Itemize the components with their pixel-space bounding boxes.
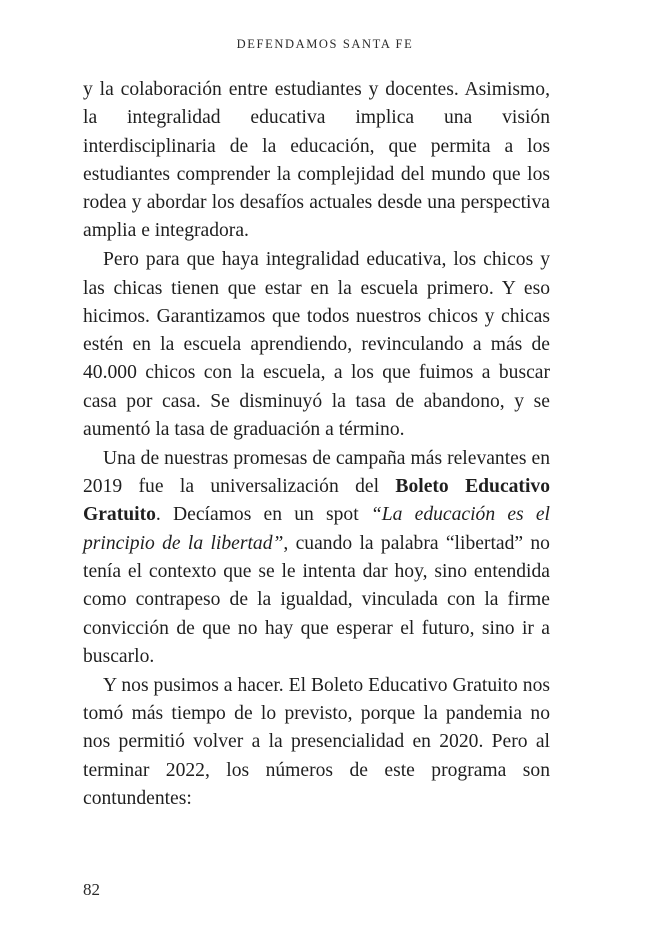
text-run: Y nos pusimos a hacer. El Boleto Educativo Gratuito nos tomó más tiempo de lo previsto, porque la pandemia no nos permitió volver a la presencialidad en 2020. Pero al terminar 2022, los números de este programa son contundentes: xyxy=(83,674,550,809)
italic-quote: “La educación es el principio de la libertad” xyxy=(83,504,550,554)
running-head-title: DEFENDAMOS SANTA FE xyxy=(236,37,414,51)
paragraph xyxy=(83,246,550,444)
text-run: . Decíamos en un spot xyxy=(155,504,371,526)
bold-phrase: Boleto Educativo Gratuito xyxy=(83,476,550,526)
text-run: Una de nuestras promesas de campaña más relevantes en 2019 fue la universalización del xyxy=(83,447,550,498)
paragraph xyxy=(83,76,550,246)
body-text xyxy=(83,76,550,813)
paragraph xyxy=(83,672,550,813)
page-number: 82 xyxy=(83,880,100,899)
text-run: , cuando la palabra “libertad” no tenía el contexto que se le intenta dar hoy, sino entendida como contrapeso de la igualdad, vinculada con la firme convicción de que no hay que esperar el futuro, sino ir a buscarlo. xyxy=(83,532,550,667)
paragraph xyxy=(83,445,550,671)
text-run: Pero para que haya integralidad educativa, los chicos y las chicas tienen que estar en la escuela primero. Y eso hicimos. Garantizamos que todos nuestros chicos y chicas estén en la escuela aprendiendo, revinculando a más de 40.000 chicos con la escuela, a los que fuimos a buscar casa por casa. Se disminuyó la tasa de abandono, y se aumentó la tasa de graduación a término. xyxy=(83,249,550,441)
text-run: y la colaboración entre estudiantes y docentes. Asimismo, la integralidad educativa implica una visión interdisciplinaria de la educación, que permita a los estudiantes comprender la complejidad del mundo que los rodea y abordar los desafíos actuales desde una perspectiva amplia e integradora. xyxy=(83,79,550,242)
